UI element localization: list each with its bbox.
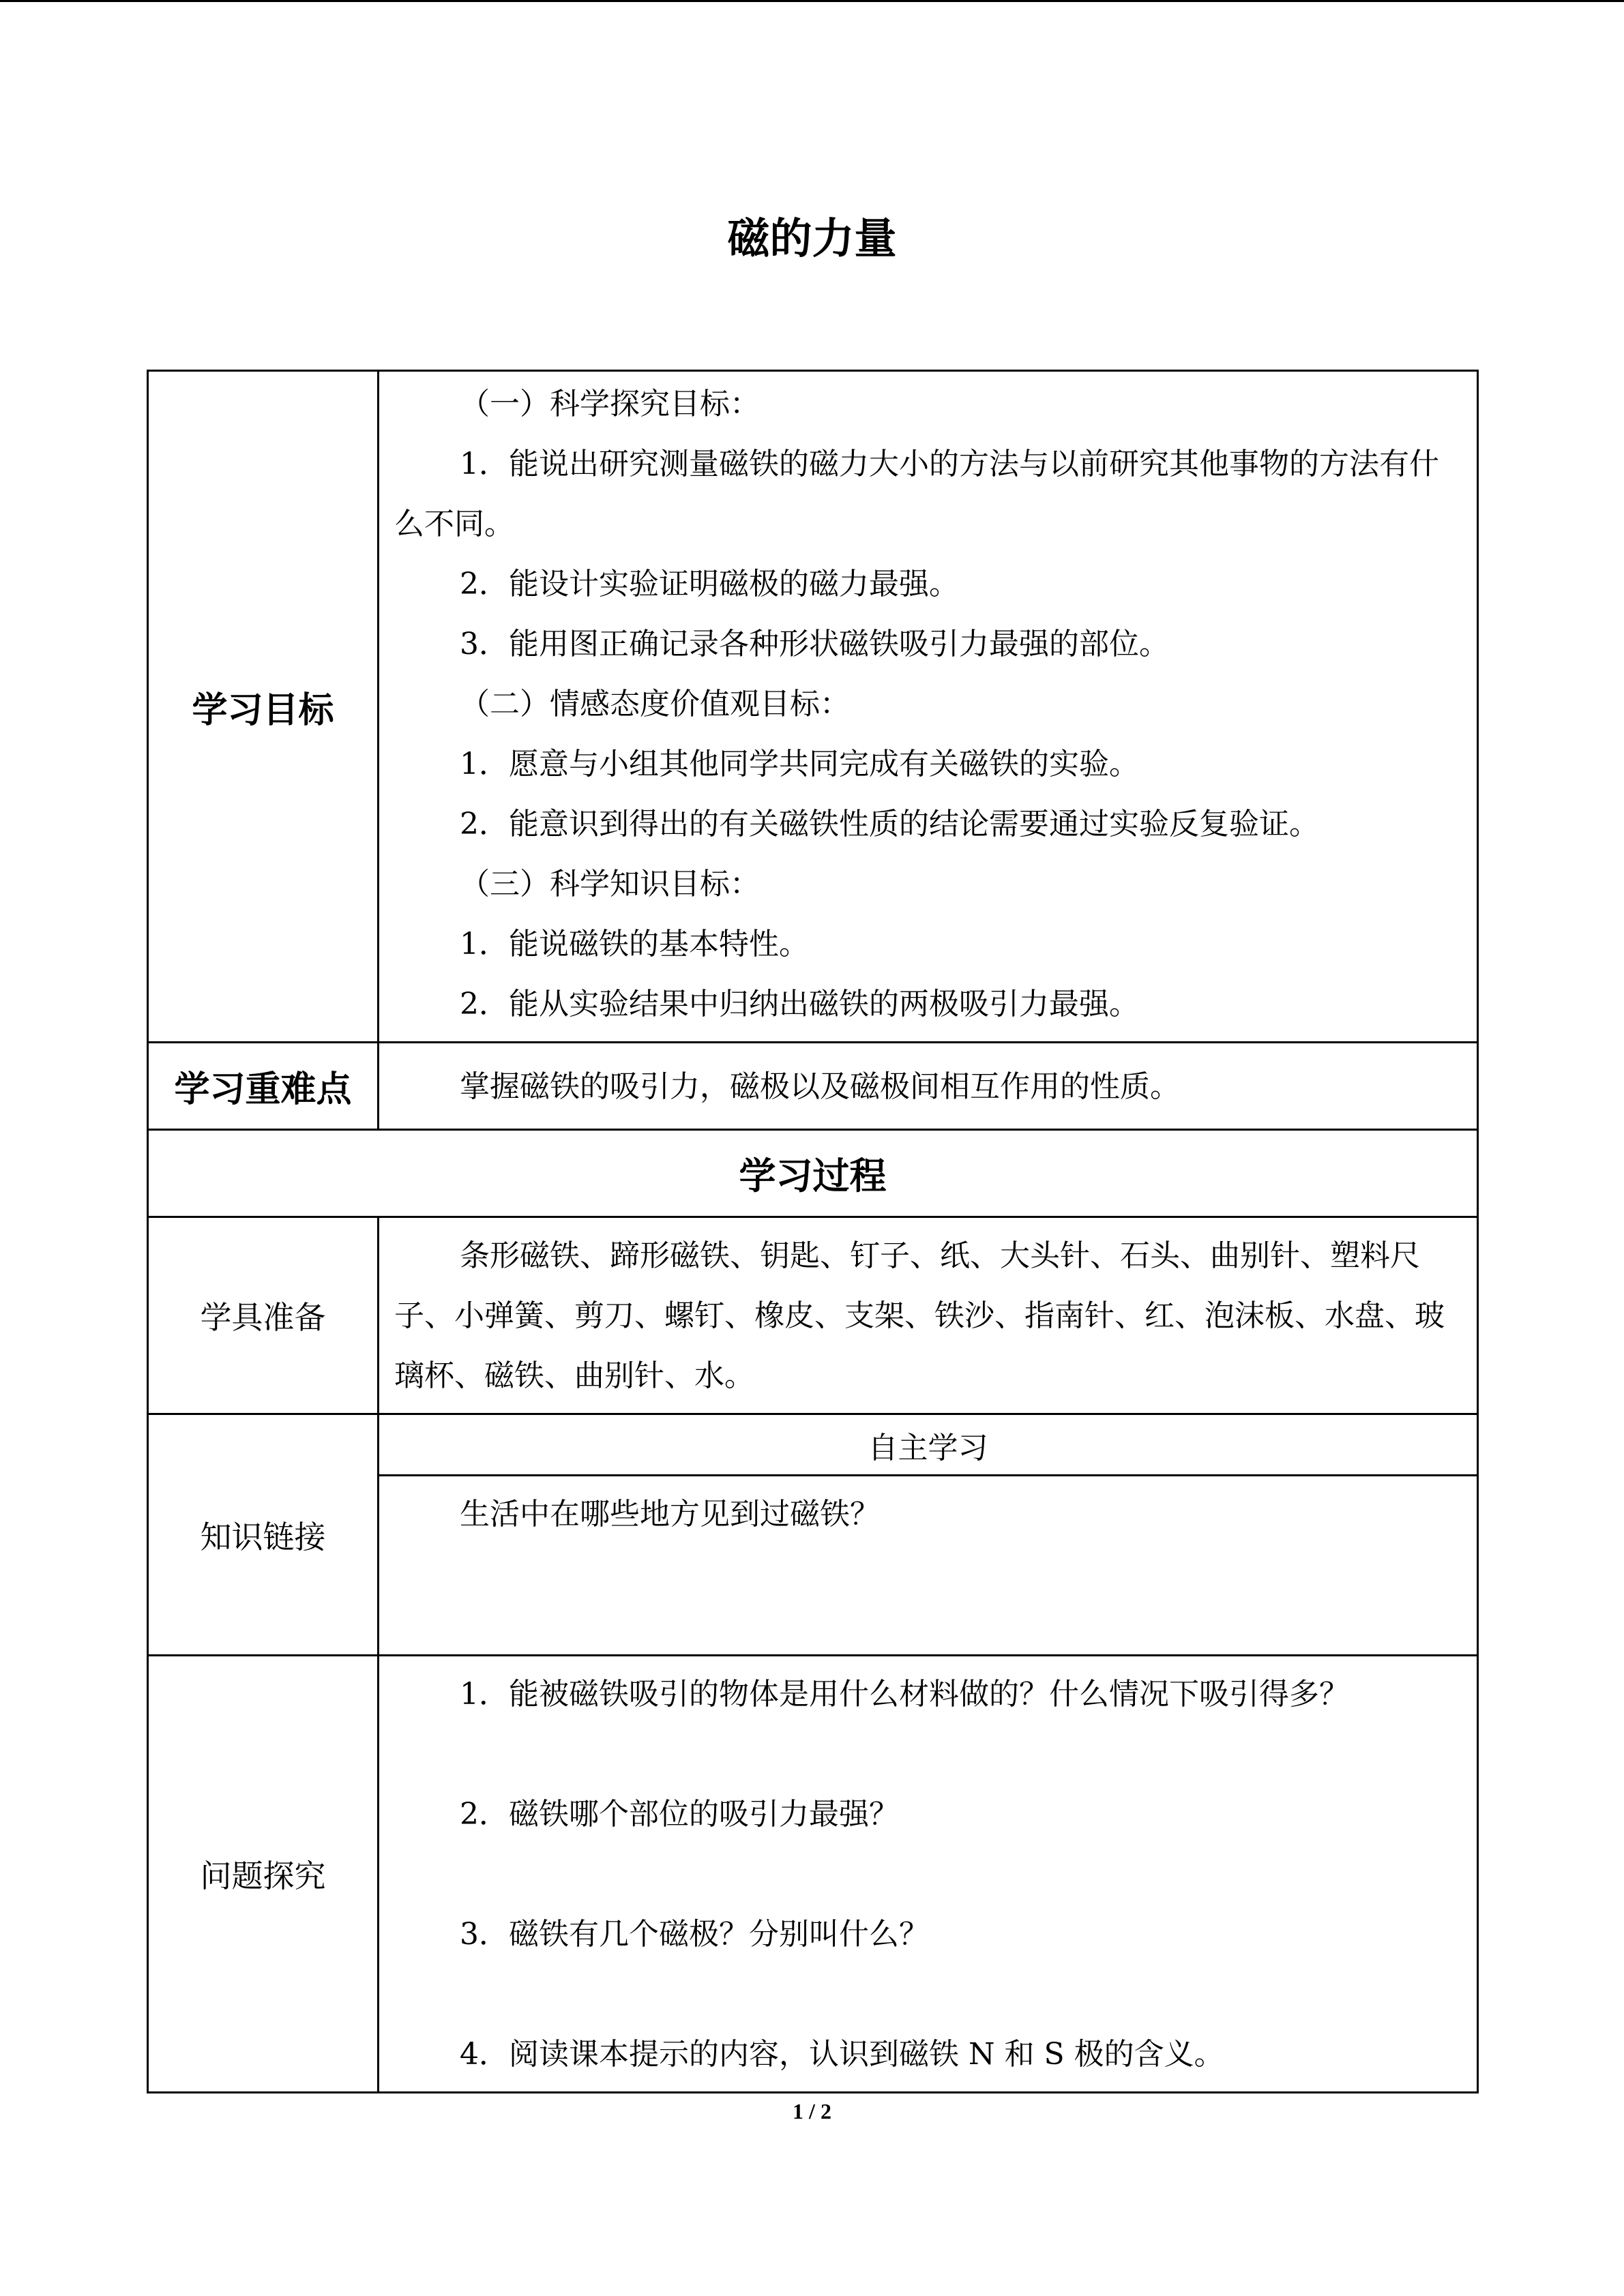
objectives-line: （二）情感态度价值观目标： xyxy=(460,687,850,721)
materials-label: 学具准备 xyxy=(148,1217,379,1414)
inquiry-question: 2．磁铁哪个部位的吸引力最强？ xyxy=(460,1797,899,1832)
knowledge-subheader-row xyxy=(148,1414,1478,1476)
objectives-line: 2．能意识到得出的有关磁铁性质的结论需要通过实验反复验证。 xyxy=(460,807,1319,841)
key-points-label: 学习重难点 xyxy=(148,1043,379,1130)
document-title: 磁的力量 xyxy=(727,213,897,263)
objectives-line: 1．愿意与小组其他同学共同完成有关磁铁的实验。 xyxy=(460,747,1139,781)
knowledge-text: 生活中在哪些地方见到过磁铁？ xyxy=(460,1497,880,1532)
objectives-row xyxy=(148,371,1478,1043)
knowledge-link-label: 知识链接 xyxy=(148,1414,379,1656)
inquiry-question: 3．磁铁有几个磁极？分别叫什么？ xyxy=(460,1917,929,1952)
inquiry-row xyxy=(148,1656,1478,2093)
inquiry-content xyxy=(379,1656,1478,2093)
knowledge-content xyxy=(379,1476,1478,1656)
objectives-content xyxy=(379,371,1478,1043)
key-points-row xyxy=(148,1043,1478,1130)
inquiry-label: 问题探究 xyxy=(148,1656,379,2093)
materials-content xyxy=(379,1217,1478,1414)
key-points-text: 掌握磁铁的吸引力，磁极以及磁极间相互作用的性质。 xyxy=(460,1069,1180,1104)
inquiry-question: 1．能被磁铁吸引的物体是用什么材料做的？什么情况下吸引得多？ xyxy=(460,1677,1349,1712)
objectives-line: 1．能说出研究测量磁铁的磁力大小的方法与以前研究其他事物的方法有什么不同。 xyxy=(394,447,1439,541)
process-header-row xyxy=(148,1130,1478,1217)
objectives-line: 1．能说磁铁的基本特性。 xyxy=(460,927,809,961)
objectives-line: 2．能设计实验证明磁极的磁力最强。 xyxy=(460,567,959,601)
materials-text: 条形磁铁、蹄形磁铁、钥匙、钉子、纸、大头针、石头、曲别针、塑料尺子、小弹簧、剪刀、螺钉、橡皮、支架、铁沙、指南针、红、泡沫板、水盘、玻璃杯、磁铁、曲别针、水。 xyxy=(394,1238,1445,1393)
key-points-content xyxy=(379,1043,1478,1130)
objectives-line: （三）科学知识目标： xyxy=(460,867,760,901)
inquiry-question: 4．阅读课本提示的内容，认识到磁铁 N 和 S 极的含义。 xyxy=(460,2037,1224,2072)
objectives-line: 2．能从实验结果中归纳出磁铁的两极吸引力最强。 xyxy=(460,987,1139,1022)
lesson-plan-table xyxy=(147,370,1479,2093)
objectives-line: （一）科学探究目标： xyxy=(460,387,760,421)
objectives-label: 学习目标 xyxy=(148,371,379,1043)
objectives-line: 3．能用图正确记录各种形状磁铁吸引力最强的部位。 xyxy=(460,627,1169,661)
materials-row xyxy=(148,1217,1478,1414)
knowledge-subheader: 自主学习 xyxy=(379,1414,1478,1476)
process-header: 学习过程 xyxy=(148,1130,1478,1217)
top-border-line xyxy=(0,0,1624,2)
page-number: 1 / 2 xyxy=(793,2099,831,2123)
